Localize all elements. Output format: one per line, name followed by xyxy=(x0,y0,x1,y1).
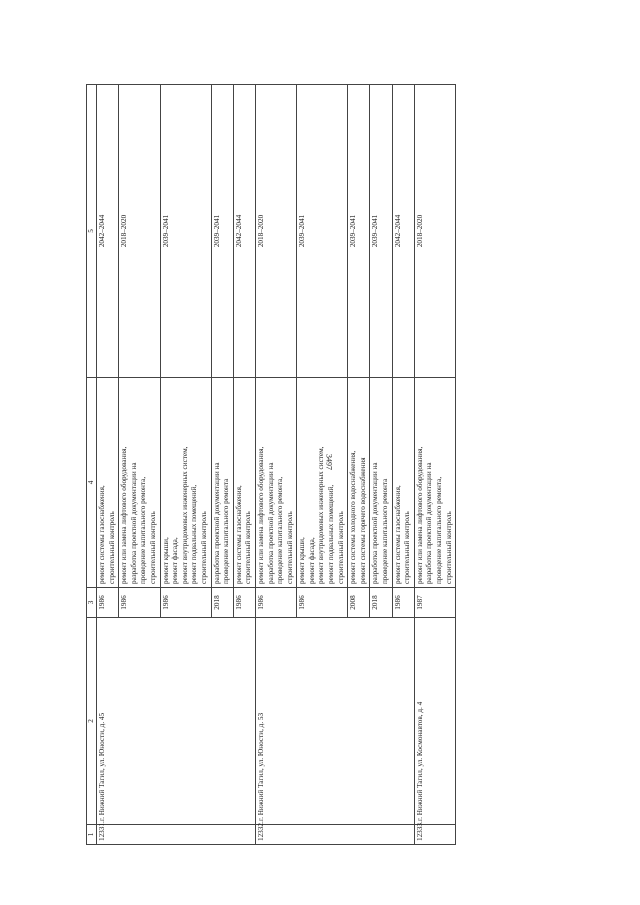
work-item: разработка проектной документации на xyxy=(425,462,434,584)
works-cell xyxy=(233,378,255,588)
table-header-row xyxy=(87,85,97,845)
period-cell: 2039–2041 xyxy=(370,85,392,378)
year-cell: 1986 xyxy=(392,588,414,618)
works-cell xyxy=(370,378,392,588)
work-item: ремонт или замена лифтового оборудования, xyxy=(256,446,265,584)
year-cell: 1986 xyxy=(297,588,348,618)
table-row xyxy=(255,85,296,845)
year-cell: 1986 xyxy=(233,588,255,618)
period-cell: 2018–2020 xyxy=(255,85,296,378)
year-cell: 1987 xyxy=(414,588,455,618)
column-header: 1 xyxy=(87,825,97,845)
capital-repair-table xyxy=(86,84,456,845)
period-cell: 2042–2044 xyxy=(233,85,255,378)
year-cell: 1986 xyxy=(160,588,211,618)
period-cell: 2042–2044 xyxy=(97,85,119,378)
work-item: строительный контроль xyxy=(444,511,453,584)
work-item: проведение капитального ремонта, xyxy=(435,476,443,584)
works-cell xyxy=(255,378,296,588)
works-cell xyxy=(414,378,455,588)
table-row xyxy=(97,85,119,845)
works-cell xyxy=(297,378,348,588)
works-cell xyxy=(97,378,119,588)
page-number: 3497 xyxy=(324,454,334,470)
works-cell xyxy=(348,378,370,588)
work-item: разработка проектной документации на xyxy=(371,462,380,584)
work-item: ремонт системы газоснабжения, xyxy=(234,485,243,584)
work-item: строительный контроль xyxy=(244,511,253,584)
work-item: ремонт фасада, xyxy=(171,537,180,584)
entry-number: 12331. xyxy=(97,825,256,845)
period-cell: 2039–2041 xyxy=(160,85,211,378)
period-cell: 2018–2020 xyxy=(119,85,160,378)
period-cell: 2039–2041 xyxy=(211,85,233,378)
entry-number: 12333. xyxy=(414,825,455,845)
building-address: г. Нижний Тагил, ул. Космонавтов, д. 4 xyxy=(414,618,455,825)
work-item: проведение капитального ремонта, xyxy=(276,476,285,584)
column-header: 5 xyxy=(87,85,97,378)
work-item: разработка проектной документации на xyxy=(129,462,138,584)
column-header: 2 xyxy=(87,618,97,825)
work-item: проведение капитального ремонта xyxy=(381,478,390,584)
work-item: строительный контроль xyxy=(403,511,412,584)
column-header: 3 xyxy=(87,588,97,618)
work-item: ремонт крыши, xyxy=(161,537,170,584)
table-row xyxy=(414,85,455,845)
work-item: ремонт системы холодного водоснабжения, xyxy=(349,450,358,584)
entry-number: 12332. xyxy=(255,825,414,845)
work-item: ремонт системы газоснабжения, xyxy=(393,485,402,584)
work-item: ремонт или замена лифтового оборудования, xyxy=(120,446,129,584)
rotated-page xyxy=(86,85,540,845)
year-cell: 2018 xyxy=(211,588,233,618)
work-item: ремонт внутридомовых инженерных систем, xyxy=(317,446,326,584)
building-address: г. Нижний Тагил, ул. Юности, д. 45 xyxy=(97,618,256,825)
year-cell: 1986 xyxy=(97,588,119,618)
year-cell: 1986 xyxy=(255,588,296,618)
works-cell xyxy=(392,378,414,588)
work-item: строительный контроль xyxy=(336,511,345,584)
column-header: 4 xyxy=(87,378,97,588)
work-item: проведение капитального ремонта, xyxy=(139,476,148,584)
work-item: строительный контроль xyxy=(148,511,157,584)
period-cell: 2042–2044 xyxy=(392,85,414,378)
work-item: разработка проектной документации на xyxy=(212,462,221,584)
work-item: ремонт подвальных помещений, xyxy=(327,484,336,584)
work-item: ремонт системы газоснабжения, xyxy=(98,485,106,584)
period-cell: 2039–2041 xyxy=(348,85,370,378)
work-item: проведение капитального ремонта xyxy=(222,478,231,584)
work-item: ремонт подвальных помещений, xyxy=(190,484,199,584)
works-cell xyxy=(160,378,211,588)
building-address: г. Нижний Тагил, ул. Юности, д. 53 xyxy=(255,618,414,825)
table-body xyxy=(97,85,456,845)
work-item: строительный контроль xyxy=(107,511,116,584)
year-cell: 2008 xyxy=(348,588,370,618)
period-cell: 2039–2041 xyxy=(297,85,348,378)
work-item: разработка проектной документации на xyxy=(266,462,275,584)
work-item: ремонт или замена лифтового оборудования, xyxy=(415,446,424,584)
work-item: ремонт внутридомовых инженерных систем, xyxy=(180,446,189,584)
year-cell: 1986 xyxy=(119,588,160,618)
work-item: строительный контроль xyxy=(199,511,208,584)
work-item: строительный контроль xyxy=(285,511,294,584)
works-cell xyxy=(119,378,160,588)
work-item: ремонт фасада, xyxy=(307,537,316,584)
works-cell xyxy=(211,378,233,588)
period-cell: 2018–2020 xyxy=(414,85,455,378)
work-item: ремонт системы горячего водоснабжения xyxy=(358,457,367,584)
year-cell: 2018 xyxy=(370,588,392,618)
work-item: ремонт крыши, xyxy=(298,537,307,584)
